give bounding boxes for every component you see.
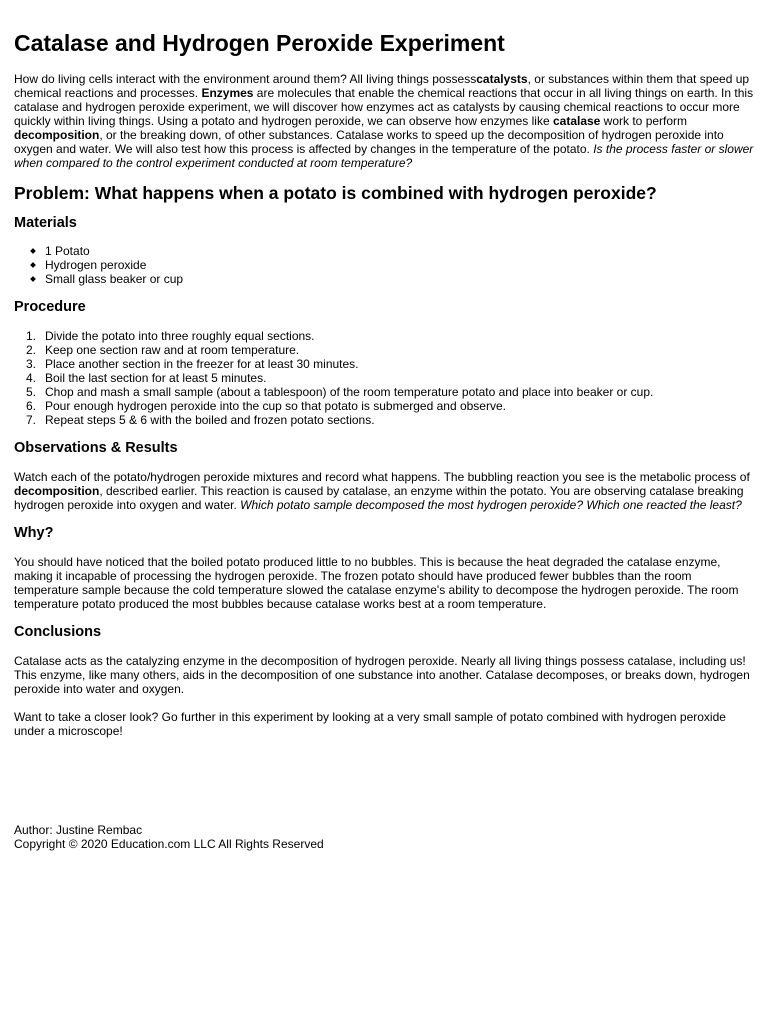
list-item [14, 413, 754, 427]
observations-question: Which potato sample decomposed the most hydrogen peroxide? Which one reacted the least? [240, 498, 742, 512]
step-text: Divide the potato into three roughly equal sections. [45, 329, 315, 343]
conclusions-heading: Conclusions [14, 624, 102, 640]
intro-paragraph [14, 72, 754, 170]
page-title: Catalase and Hydrogen Peroxide Experiment [14, 30, 505, 56]
bullet-icon [30, 276, 36, 282]
observations-section [14, 440, 754, 512]
bullet-icon [30, 262, 36, 268]
material-label: 1 Potato [45, 244, 90, 258]
intro-term-catalase: catalase [552, 114, 601, 128]
intro-text-3: are molecules that enable the chemical reactions that occur in all living things on earth. In this catalase and hydrogen peroxide experiment, we will discover how enzymes act as catalysts by causing chemical reactions to occur more quickly within living things. Using a potato and hydrogen peroxide, we can observe how enzymes like [14, 86, 754, 128]
step-number: 7. [26, 413, 37, 427]
why-paragraph: You should have noticed that the boiled potato produced little to no bubbles. This is because the heat degraded the catalase enzyme, making it incapable of processing the hydrogen peroxide. The frozen potato should have produced fewer bubbles than the room temperature sample because the cold temperature slowed the catalase enzyme's ability to decompose the hydrogen peroxide. The room temperature potato produced the most bubbles because catalase works best at a room temperature. [14, 555, 739, 611]
copyright-line: Copyright © 2020 Education.com LLC All Rights Reserved [14, 837, 324, 851]
materials-heading: Materials [14, 215, 77, 231]
materials-list [14, 244, 754, 286]
author-line: Author: Justine Rembac [14, 823, 143, 837]
step-text: Chop and mash a small sample (about a tablespoon) of the room temperature potato and place into beaker or cup. [45, 385, 654, 399]
observations-text-1: Watch each of the potato/hydrogen peroxide mixtures and record what happens. The bubbling reaction you see is the metabolic process of [14, 470, 750, 484]
observations-text-2: , described earlier. This reaction is caused by catalase, an enzyme within the potato. You are observing catalase breaking hydrogen peroxide into oxygen and water. [14, 484, 744, 512]
intro-term-catalysts: catalysts [476, 72, 528, 86]
list-item [14, 357, 754, 371]
list-item [14, 258, 754, 272]
material-label: Small glass beaker or cup [45, 272, 184, 286]
further-exploration-paragraph: Want to take a closer look? Go further in this experiment by looking at a very small sample of potato combined with hydrogen peroxide under a microscope! [14, 710, 726, 738]
intro-question: Is the process faster or slower when compared to the control experiment conducted at room temperature? [14, 142, 754, 170]
observations-paragraph [14, 470, 754, 512]
list-item [14, 371, 754, 385]
list-item [14, 399, 754, 413]
intro-text-5: , or the breaking down, of other substances. Catalase works to speed up the decomposition of hydrogen peroxide into oxygen and water. We will also test how this process is affected by changes in the temperature of the potato. [14, 128, 724, 156]
conclusions-section [14, 624, 754, 738]
observations-heading: Observations & Results [14, 440, 178, 456]
procedure-section [14, 299, 754, 427]
materials-section [14, 215, 754, 286]
footer [14, 823, 324, 851]
material-label: Hydrogen peroxide [45, 258, 147, 272]
intro-text-2: , or substances within them that speed up chemical reactions and processes. [14, 72, 750, 100]
list-item [14, 244, 754, 258]
observations-term-decomposition: decomposition [14, 484, 100, 498]
step-text: Place another section in the freezer for at least 30 minutes. [45, 357, 359, 371]
intro-term-decomposition: decomposition [14, 128, 100, 142]
step-number: 1. [26, 329, 37, 343]
bullet-icon [30, 248, 36, 254]
step-number: 6. [26, 399, 37, 413]
step-number: 3. [26, 357, 37, 371]
intro-text-4: work to perform [600, 114, 688, 128]
step-number: 2. [26, 343, 37, 357]
why-section [14, 525, 754, 611]
step-text: Keep one section raw and at room temperature. [45, 343, 300, 357]
step-text: Repeat steps 5 & 6 with the boiled and frozen potato sections. [45, 413, 375, 427]
problem-heading: Problem: What happens when a potato is combined with hydrogen peroxide? [14, 183, 657, 203]
list-item [14, 343, 754, 357]
procedure-list [14, 329, 754, 427]
list-item [14, 272, 754, 286]
procedure-heading: Procedure [14, 299, 86, 315]
list-item [14, 329, 754, 343]
step-number: 5. [26, 385, 37, 399]
step-text: Boil the last section for at least 5 minutes. [45, 371, 267, 385]
intro-text-1: How do living cells interact with the environment around them? All living things possess [14, 72, 477, 86]
list-item [14, 385, 754, 399]
step-text: Pour enough hydrogen peroxide into the cup so that potato is submerged and observe. [45, 399, 506, 413]
intro-term-enzymes: Enzymes [201, 86, 254, 100]
why-heading: Why? [14, 525, 54, 541]
step-number: 4. [26, 371, 37, 385]
conclusions-paragraph: Catalase acts as the catalyzing enzyme in the decomposition of hydrogen peroxide. Nearly all living things possess catalase, including us! This enzyme, like many others, aids in the decomposition of one substance into another. Catalase decomposes, or breaks down, hydrogen peroxide into water and oxygen. [14, 654, 750, 696]
